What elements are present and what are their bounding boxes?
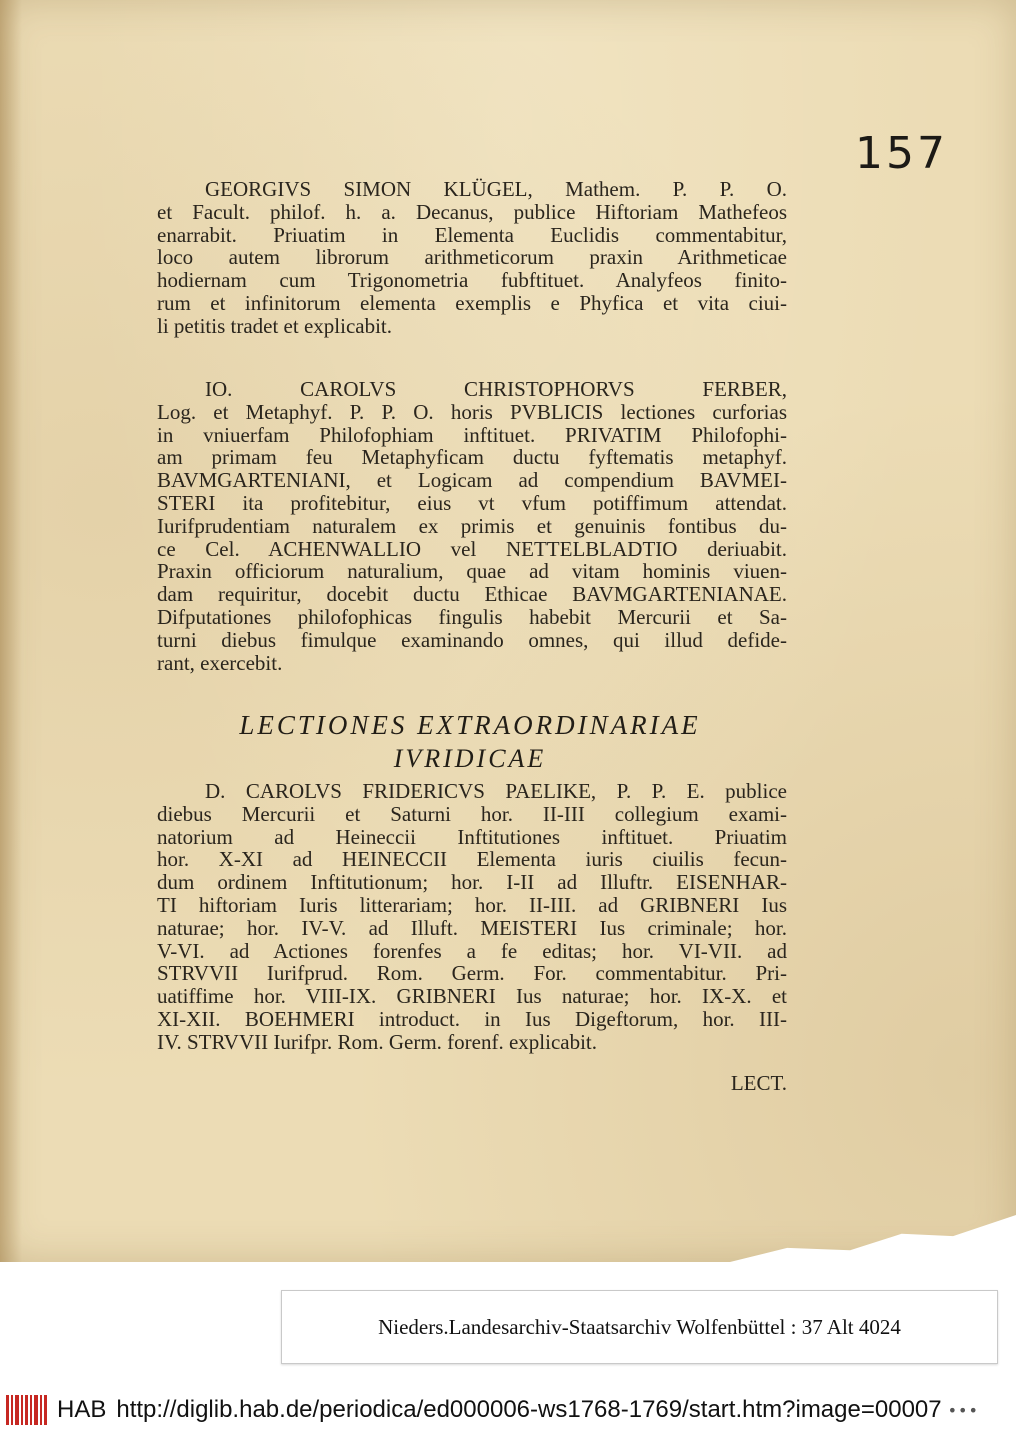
text-line: STERI ita profitebitur, eius vt vfum potiffimum attendat. xyxy=(157,490,787,515)
text-line: uatiffime hor. VIII-IX. GRIBNERI Ius naturae; hor. IX-X. et xyxy=(157,984,787,1009)
page-number: 157 xyxy=(855,128,948,179)
text-line: hodiernam cum Trigonometria fubftituet. Analyfeos finito- xyxy=(157,268,787,293)
text-line: ce Cel. ACHENWALLIO vel NETTELBLADTIO deriuabit. xyxy=(157,536,787,561)
text-line: am primam feu Metaphyficam ductu fyftematis metaphyf. xyxy=(157,445,787,470)
text-line: STRVVII Iurifprud. Rom. Germ. For. commentabitur. Pri- xyxy=(157,961,787,986)
section-subheading: IVRIDICAE xyxy=(393,744,547,773)
archive-label: Nieders.Landesarchiv-Staatsarchiv Wolfenbüttel : 37 Alt 4024 xyxy=(378,1315,901,1339)
text-line: IV. STRVVII Iurifpr. Rom. Germ. forenf. explicabit. xyxy=(157,1029,598,1054)
text-line: TI hiftoriam Iuris litterariam; hor. II-III. ad GRIBNERI Ius xyxy=(157,892,787,917)
torn-corner xyxy=(730,1215,1016,1262)
text-line: diebus Mercurii et Saturni hor. II-III collegium exami- xyxy=(157,801,787,826)
catchword-block xyxy=(157,1072,787,1095)
archive-label-box xyxy=(281,1290,998,1364)
text-line: natorium ad Heineccii Inftitutiones inftituet. Priuatim xyxy=(157,824,787,849)
footer-url-link[interactable]: http://diglib.hab.de/periodica/ed000006-ws1768-1769/start.htm?image=00007 xyxy=(116,1396,942,1423)
text-line: enarrabit. Priuatim in Elementa Euclidis commentabitur, xyxy=(157,222,787,247)
text-line: XI-XII. BOEHMERI introduct. in Ius Digeftorum, hor. III- xyxy=(157,1006,787,1031)
text-line: IO. CAROLVS CHRISTOPHORVS FERBER, xyxy=(205,377,787,401)
text-line: Praxin officiorum naturalium, quae ad vitam hominis viuen- xyxy=(157,559,787,584)
page-binding-shadow xyxy=(0,0,22,1262)
text-line: turni diebus fimulque examinando omnes, qui illud defide- xyxy=(157,627,787,652)
text-line: rant, exercebit. xyxy=(157,650,283,675)
text-line: GEORGIVS SIMON KLÜGEL, Mathem. P. P. O. xyxy=(205,177,787,201)
text-line: li petitis tradet et explicabit. xyxy=(157,313,393,338)
text-line: hor. X-XI ad HEINECCII Elementa iuris ciuilis fecun- xyxy=(157,847,787,872)
text-line: dam requiritur, docebit ductu Ethicae BAVMGARTENIANAE. xyxy=(157,582,787,607)
text-line: Iurifprudentiam naturalem ex primis et genuinis fontibus du- xyxy=(157,513,787,538)
catchword: LECT. xyxy=(730,1071,787,1095)
text-line: loco autem librorum arithmeticorum praxin Arithmeticae xyxy=(157,245,787,270)
text-line: et Facult. philof. h. a. Decanus, publice Hiftoriam Mathefeos xyxy=(157,199,787,224)
text-line: Log. et Metaphyf. P. P. O. horis PVBLICIS lectiones curforias xyxy=(157,399,787,424)
text-line: in vniuerfam Philofophiam inftituet. PRIVATIM Philofophi- xyxy=(157,422,787,447)
paragraph-kluegel xyxy=(157,178,787,338)
paragraph-paelike xyxy=(157,780,787,1054)
text-line: V-VI. ad Actiones forenfes a fe editas; hor. VI-VII. ad xyxy=(157,938,787,963)
hab-logo-icon xyxy=(6,1395,49,1425)
text-line: D. CAROLVS FRIDERICVS PAELIKE, P. P. E. publice xyxy=(205,779,787,803)
more-icon[interactable]: ••• xyxy=(947,1400,979,1420)
section-heading: LECTIONES EXTRAORDINARIAE xyxy=(239,710,701,740)
text-line: naturae; hor. IV-V. ad Illuft. MEISTERI Ius criminale; hor. xyxy=(157,915,787,940)
footer-bar xyxy=(0,1391,1024,1429)
footer-org: HAB xyxy=(57,1396,107,1423)
text-line: dum ordinem Inftitutionum; hor. I-II ad Illuftr. EISENHAR- xyxy=(157,870,787,895)
text-line: rum et infinitorum elementa exemplis e Phyfica et vita ciui- xyxy=(157,290,787,315)
text-line: Difputationes philofophicas fingulis habebit Mercurii et Sa- xyxy=(157,604,787,629)
paragraph-ferber xyxy=(157,378,787,674)
text-line: BAVMGARTENIANI, et Logicam ad compendium BAVMEI- xyxy=(157,468,787,493)
